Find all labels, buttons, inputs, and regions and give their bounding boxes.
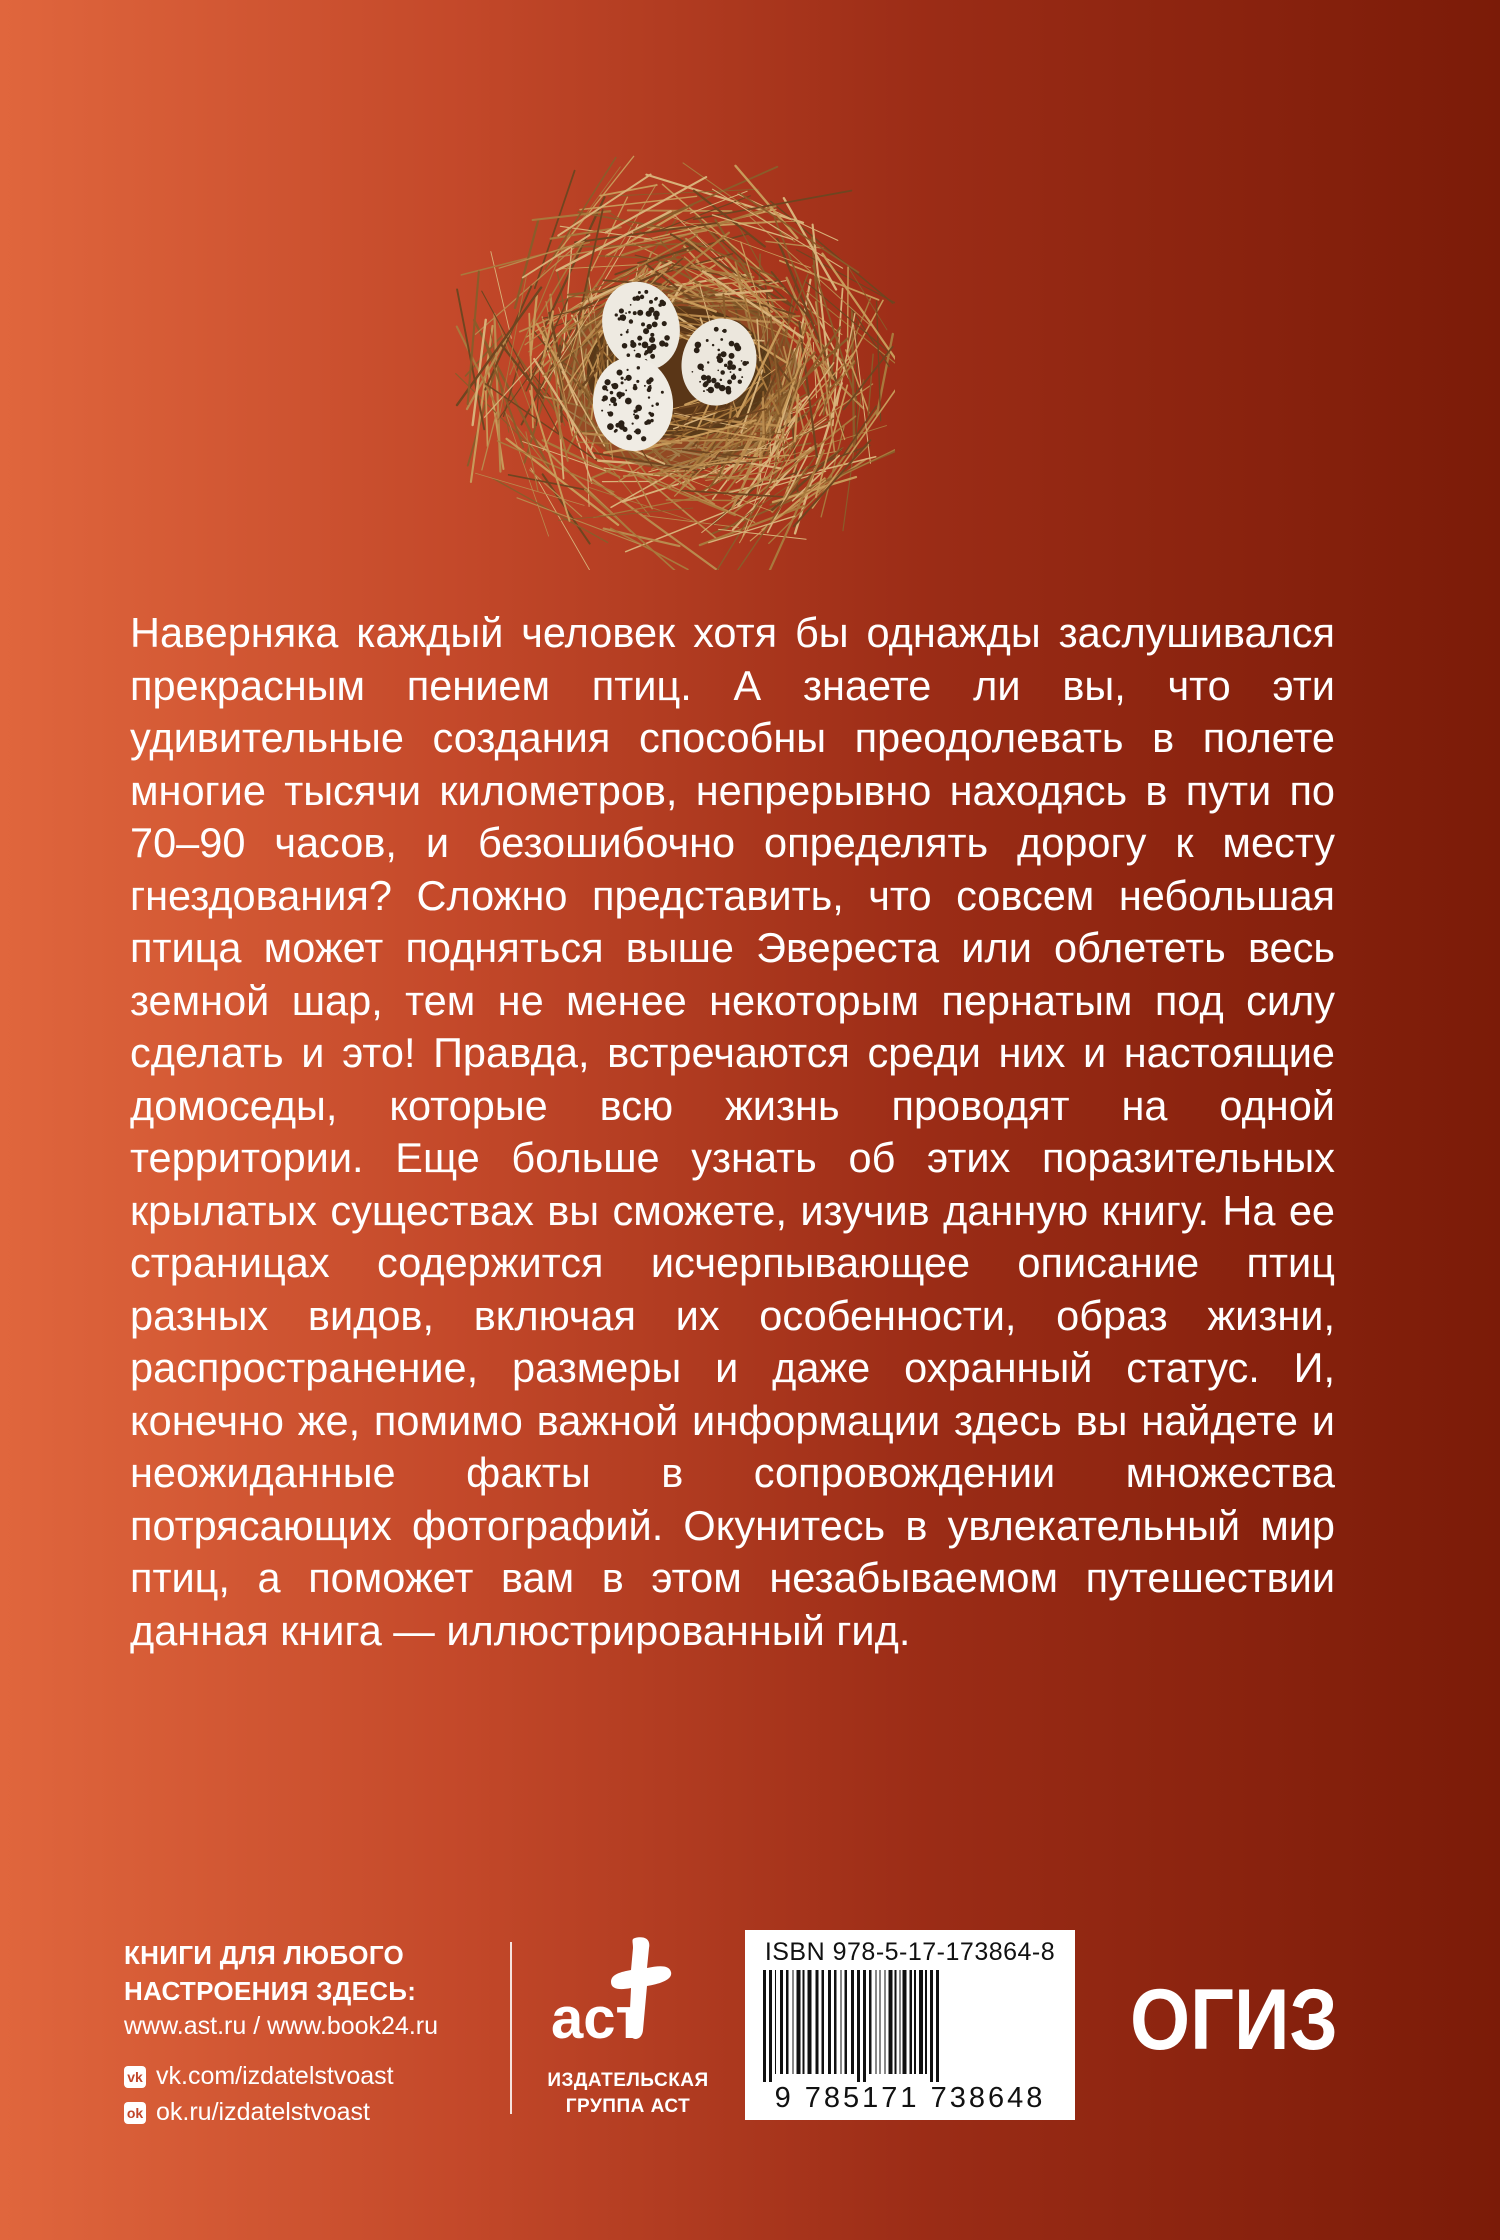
barcode-bar: [885, 1970, 886, 2074]
egg-speck: [610, 391, 614, 395]
egg-speck: [630, 340, 634, 344]
egg-speck: [658, 303, 662, 307]
egg-speck: [661, 391, 664, 394]
barcode-bar: [793, 1970, 794, 2074]
barcode-bars: [755, 1970, 1065, 2082]
egg-speck: [735, 345, 741, 351]
egg-speck: [650, 354, 655, 359]
egg-speck: [649, 377, 654, 382]
promo-websites[interactable]: www.ast.ru / www.book24.ru: [124, 2012, 439, 2040]
egg-speck: [730, 371, 732, 373]
egg-speck: [721, 351, 727, 357]
barcode-bar: [876, 1970, 877, 2074]
egg-speck: [618, 420, 624, 426]
egg-speck: [638, 291, 641, 294]
egg-speck: [645, 350, 649, 354]
egg-speck: [604, 379, 610, 385]
barcode-bar: [786, 1970, 789, 2074]
egg-speck: [650, 412, 654, 416]
egg-speck: [602, 395, 608, 401]
egg-speck: [634, 431, 636, 433]
egg-speck: [652, 321, 658, 327]
barcode-bar: [816, 1970, 819, 2074]
egg-speck: [738, 368, 741, 371]
egg-speck: [607, 412, 609, 414]
egg-speck: [617, 369, 623, 375]
egg-speck: [636, 380, 639, 383]
egg-speck: [614, 430, 617, 433]
egg-speck: [622, 343, 628, 349]
egg-speck: [625, 389, 627, 391]
nest-straw: [517, 498, 642, 545]
egg-speck: [621, 377, 624, 380]
egg-speck: [662, 321, 667, 326]
egg-speck: [722, 330, 724, 332]
egg-speck: [731, 364, 736, 369]
egg-speck: [655, 297, 658, 300]
egg-speck: [733, 374, 735, 376]
egg-speck: [626, 331, 629, 334]
egg-speck: [707, 361, 709, 363]
egg-speck: [644, 290, 648, 294]
barcode-bar: [797, 1970, 801, 2074]
egg-speck: [626, 369, 628, 371]
barcode-bar: [869, 1970, 872, 2074]
barcode-bar: [845, 1970, 848, 2074]
egg-speck: [719, 385, 725, 391]
barcode-bar: [841, 1970, 842, 2074]
egg-speck: [627, 329, 629, 331]
egg-speck: [607, 423, 614, 430]
egg-speck: [629, 319, 633, 323]
egg-speck: [649, 307, 655, 313]
egg-speck: [601, 410, 603, 412]
barcode-bar: [769, 1970, 772, 2082]
egg-speck: [707, 379, 712, 384]
egg-speck: [628, 311, 631, 314]
barcode-bar: [930, 1970, 933, 2082]
egg-speck: [633, 413, 635, 415]
egg-speck: [633, 384, 636, 387]
egg-speck: [703, 390, 705, 392]
egg-speck: [619, 308, 624, 313]
egg-speck: [699, 381, 701, 383]
egg-speck: [620, 392, 624, 396]
barcode-bar: [851, 1970, 854, 2074]
publisher-caption: ИЗДАТЕЛЬСКАЯ ГРУППА АСТ: [547, 2070, 709, 2117]
egg-speck: [653, 311, 660, 318]
egg-speck: [702, 369, 704, 371]
egg-speck: [720, 379, 723, 382]
social-link-text: vk.com/izdatelstvoast: [156, 2062, 394, 2090]
egg-speck: [610, 397, 616, 403]
barcode-bar: [889, 1970, 893, 2074]
egg-speck: [621, 381, 624, 384]
egg-speck: [649, 300, 653, 304]
egg-speck: [620, 315, 623, 318]
nest-eggs-illustration: [455, 150, 895, 570]
egg-speck: [644, 385, 646, 387]
book-description: Наверняка каждый человек хотя бы однажды заслушивался прекрасным пением птиц. А знаете ли вы, что эти удивительные создания способны преодолевать в полете многие тысячи километров, непрерывно находясь в пути по 70–90 часов, и безошибочно определять дорогу к месту гнездования? Сложно представить, что совсем небольшая птица может подняться выше Эвереста или облететь весь земной шар, тем не менее некоторым пернатым под силу сделать и это! Правда, встречаются среди них и настоящие домоседы, которые всю жизнь проводят на одной территории. Еще больше узнать об этих поразительных крылатых существах вы сможете, изучив данную книгу. На ее страницах содержится исчерпывающее описание птиц разных видов, включая их особенности, образ жизни, распространение, размеры и даже охранный статус. И, конечно же, помимо важной информации здесь вы найдете и неожиданные факты в сопровождении множества потрясающих фотографий. Окунитесь в увлекательный мир птиц, а поможет вам в этом незабываемом путешествии данная книга — иллюстрированный гид.: [130, 609, 1335, 1654]
barcode-digits: 9 785171 738648: [774, 2082, 1046, 2114]
barcode-bar: [803, 1970, 805, 2074]
egg-speck: [620, 334, 622, 336]
barcode-bar: [919, 1970, 923, 2074]
ogiz-imprint-logo: [1130, 1975, 1340, 2057]
nest-straw: [475, 473, 584, 505]
social-link-ok[interactable]: [124, 2098, 370, 2127]
barcode-bar: [834, 1970, 837, 2074]
barcode-bar: [925, 1970, 927, 2074]
promo-heading: КНИГИ ДЛЯ ЛЮБОГО НАСТРОЕНИЯ ЗДЕСЬ:: [124, 1940, 417, 2006]
egg-speck: [641, 322, 645, 326]
egg-speck: [708, 387, 714, 393]
egg-speck: [633, 311, 637, 315]
barcode-bar: [857, 1970, 860, 2082]
nest-straw: [611, 528, 688, 569]
egg-speck: [602, 385, 607, 390]
egg-speck: [694, 347, 700, 353]
egg-speck: [641, 436, 646, 441]
egg-speck: [729, 341, 735, 347]
egg-speck: [717, 370, 719, 372]
ast-logo-text: аст: [551, 1986, 644, 2051]
egg-speck: [720, 370, 725, 375]
egg-speck: [714, 327, 719, 332]
egg-speck: [627, 353, 631, 357]
barcode-bar: [910, 1970, 913, 2074]
egg-speck: [626, 434, 632, 440]
egg-speck: [640, 295, 644, 299]
barcode-bar: [936, 1970, 939, 2082]
egg-speck: [712, 344, 714, 346]
egg-speck: [626, 375, 632, 381]
social-link-vk[interactable]: [124, 2062, 394, 2091]
nest-straw: [738, 194, 838, 240]
nest-straw: [482, 412, 497, 470]
egg-speck: [664, 335, 670, 341]
egg-speck: [643, 328, 649, 334]
egg-speck: [637, 336, 642, 341]
egg-speck: [615, 313, 618, 316]
barcode-bar: [808, 1970, 812, 2074]
egg-speck: [612, 383, 619, 390]
egg-speck: [656, 402, 659, 405]
egg-speck: [648, 396, 650, 398]
barcode-bar: [775, 1970, 776, 2074]
egg-speck: [720, 338, 723, 341]
egg-speck: [727, 391, 731, 395]
egg-speck: [741, 360, 743, 362]
social-link-text: ok.ru/izdatelstvoast: [156, 2098, 370, 2126]
egg-speck: [649, 337, 655, 343]
barcode-bar: [895, 1970, 897, 2074]
egg-speck: [738, 380, 742, 384]
egg-speck: [638, 343, 641, 346]
barcode-bar: [863, 1970, 866, 2082]
isbn-number: ISBN 978-5-17-173864-8: [764, 1938, 1056, 1966]
barcode-bar: [780, 1970, 783, 2074]
ast-publisher-logo: [545, 1930, 695, 2065]
barcode-bar: [828, 1970, 831, 2074]
egg-speck: [717, 349, 720, 352]
egg-speck: [659, 340, 665, 346]
egg-speck: [637, 310, 643, 316]
egg-speck: [609, 404, 611, 406]
ogiz-logo-text: ОГИЗ: [1130, 1975, 1338, 2057]
barcode-bar: [900, 1970, 901, 2074]
nest-straw: [648, 477, 754, 523]
egg-speck: [741, 376, 743, 378]
egg-speck: [648, 386, 652, 390]
egg-speck: [623, 319, 625, 321]
egg-speck: [701, 375, 707, 381]
barcode-bar: [914, 1970, 916, 2074]
egg-speck: [651, 405, 653, 407]
egg-speck: [625, 312, 627, 314]
barcode-bar: [822, 1970, 825, 2074]
odnoklassniki-icon: ok: [124, 2102, 146, 2124]
egg-speck: [718, 353, 722, 357]
nest-straw: [531, 468, 592, 570]
egg-speck: [706, 339, 709, 342]
egg-speck: [635, 296, 640, 301]
egg-speck: [650, 333, 654, 337]
barcode-bar: [903, 1970, 907, 2074]
egg-speck: [642, 341, 649, 348]
egg-speck: [703, 382, 708, 387]
barcode-bar: [763, 1970, 766, 2082]
nest-straw: [856, 321, 857, 453]
egg-speck: [692, 371, 694, 373]
egg-speck: [634, 415, 639, 420]
egg-speck: [711, 378, 716, 383]
egg-speck: [635, 405, 642, 412]
egg-speck: [630, 304, 632, 306]
vk-icon: vk: [124, 2066, 146, 2088]
egg-speck: [625, 398, 632, 405]
egg-speck: [729, 353, 735, 359]
egg-speck: [632, 422, 634, 424]
egg-speck: [724, 364, 727, 367]
egg-speck: [646, 419, 651, 424]
egg-speck: [637, 366, 640, 369]
egg-speck: [634, 350, 636, 352]
egg-speck: [727, 380, 732, 385]
isbn-barcode: [745, 1930, 1075, 2120]
egg-speck: [650, 344, 656, 350]
vertical-divider: [510, 1942, 512, 2114]
egg-speck: [695, 342, 702, 349]
barcode-bar: [880, 1970, 881, 2074]
egg-speck: [742, 361, 747, 366]
